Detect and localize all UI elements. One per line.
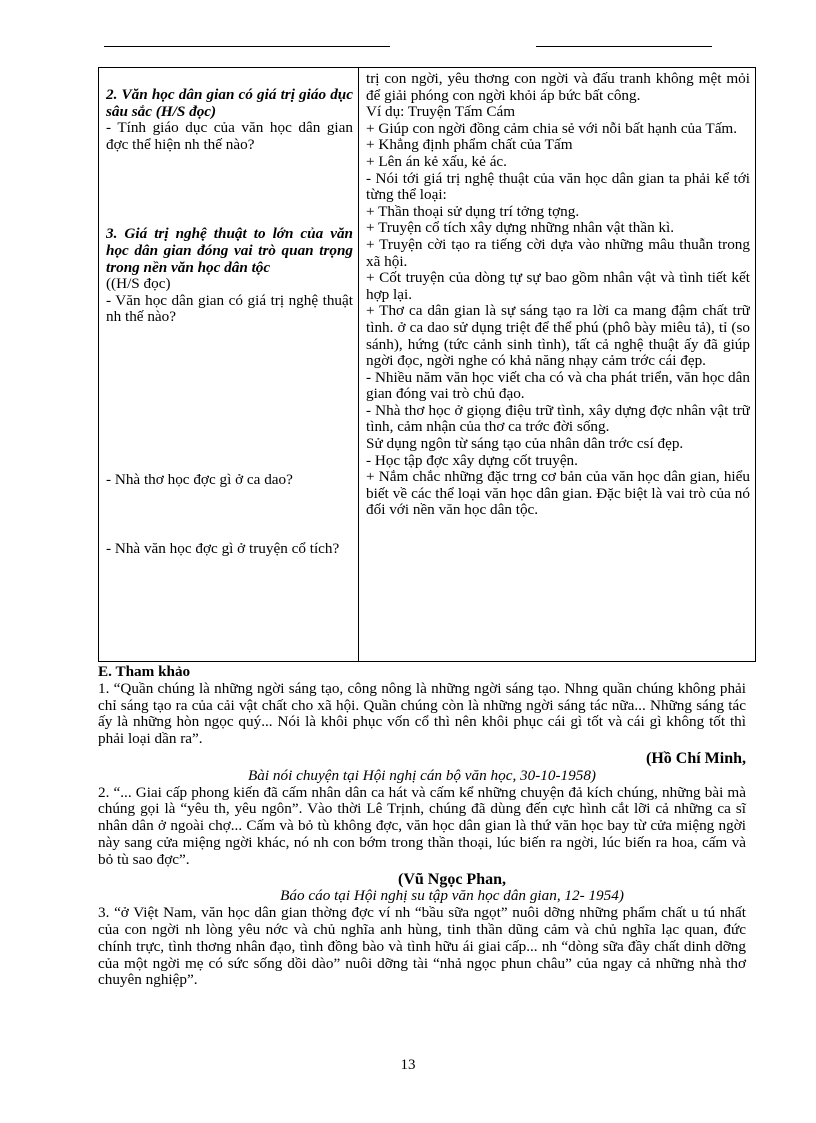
answer-line: trị con ngời, yêu thơng con ngời và đấu tranh không mệt mỏi để giải phóng con ngời khỏi áp bức bất công. [366,71,750,104]
reference-title: E. Tham khảo [98,663,191,680]
answer-line: + Lên án kẻ xấu, kẻ ác. [366,152,507,170]
answer-line: + Cốt truyện của dòng tự sự bao gồm nhân vật và tình tiết kết hợp lại. [366,269,750,303]
writer-question: - Nhà văn học đợc gì ở truyện cổ tích? [106,539,340,557]
answer-line: + Truyện cời tạo ra tiếng cời dựa vào những mâu thuẫn trong xã hội. [366,235,750,270]
header-rule-right [536,46,712,47]
page-number: 13 [400,1057,416,1073]
answer-line: - Nhà thơ học ở giọng điệu trữ tình, xây dựng đợc nhân vật trữ tình, cảm nhận của thơ ca trớc đời sống. [366,401,750,436]
quote-1: 1. “Quần chúng là những ngời sáng tạo, công nông là những ngời sáng tạo. Nhng quần chúng không phải chỉ sáng tạo ra của cải vật chất cho xã hội. Quần chúng còn là những ngời sáng tác nữa... Những sáng tác ấy là những hòn ngọc quý... Nói là khôi phục vốn cổ thì nên khôi phục cái gì tốt và cái gì không tốt thì phải loại dần ra”. [98,679,746,748]
poet-question: - Nhà thơ học đợc gì ở ca dao? [106,470,293,488]
lesson-table [98,67,756,662]
quote-2: 2. “... Giai cấp phong kiến đã cấm nhân dân ca hát và cấm kể những chuyện đả kích chúng, những bài mà chúng gọi là “yêu th, yêu ngôn”. Vào thời Lê Trịnh, chúng đã dùng đến cực hình cắt lỡi cả những ca sĩ nhân dân ở ngoài chợ... Cấm và bỏ tù không đợc, văn học dân gian là thứ văn học bay từ cửa miệng ngời này sang cửa miệng ngời khác, nó nh con bớm trong thần thoại, lúc biến ra ngời, lúc biến ra hoa, cấm và bỏ tù sao đợc”. [98,783,746,868]
answer-line: - Học tập đợc xây dựng cốt truyện. [366,451,578,469]
quote-1-source: Bài nói chuyện tại Hội nghị cán bộ văn học, 30-10-1958) [248,766,596,784]
answer-line: + Khẳng định phẩm chất của Tấm [366,136,573,154]
reference-section [98,664,746,989]
answer-line: Ví dụ: Truyện Tấm Cám [366,103,516,121]
answer-line: Sử dụng ngôn từ sáng tạo của nhân dân trớc csí đẹp. [366,435,684,453]
quote-1-author: (Hồ Chí Minh, [645,749,746,767]
answer-line: + Thơ ca dân gian là sự sáng tạo ra lời ca mang đậm chất trữ tình. ở ca dao sử dụng triệt để thể phú (phô bày miêu tả), tỉ (so sánh), hứng (tức cảnh sinh tình), tất cả nghệ thuật ấy đã giúp ngời đọc, ngời nghe có khả năng nhạy cảm trớc cái đẹp. [366,302,750,370]
quote-2-author: (Vũ Ngọc Phan, [397,870,506,888]
answer-line: + Giúp con ngời đồng cảm chia sẻ với nỗi bất hạnh của Tấm. [366,119,738,137]
section-2-question: - Tính giáo dục của văn học dân gian đợc thể hiện nh thế nào? [106,119,353,153]
answer-line: - Nhiều năm văn học viết cha có và cha phát triển, văn học dân gian đóng vai trò chủ đạo. [366,368,750,403]
answer-line: - Nói tới giá trị nghệ thuật của văn học dân gian ta phải kể tới từng thể loại: [366,169,750,204]
quote-3: 3. “ở Việt Nam, văn học dân gian thờng đợc ví nh “bầu sữa ngọt” nuôi dỡng những phẩm chất u tú nhất của con ngời nh lòng yêu nớc và chủ nghĩa anh hùng, tinh thần dũng cảm và chủ nghĩa lạc quan, đức chính trực, tình thơng nhân đạo, tình đồng bào và tình hữu ái giai cấp... nh “dòng sữa đầy chất dinh dỡng của một ngời mẹ có sức sống dồi dào” nuôi dỡng tài “nhả ngọc phun châu” của ngay cả những nhà thơ chuyên nghiệp”. [98,904,746,989]
section-3-note: ((H/S đọc) [106,275,171,293]
section-2-title: 2. Văn học dân gian có giá trị giáo dục sâu sắc (H/S đọc) [106,86,353,120]
section-3-title: 3. Giá trị nghệ thuật to lớn của văn học dân gian đóng vai trò quan trọng trong nền văn học dân tộc [106,225,353,276]
header-rule-left [104,46,390,47]
question-column [99,68,359,662]
quote-2-source: Báo cáo tại Hội nghị su tập văn học dân gian, 12- 1954) [280,887,624,905]
answer-column [359,68,756,662]
answer-line: + Nắm chắc những đặc trng cơ bản của văn học dân gian, hiểu biết về các thể loại văn học dân gian. Đặc biệt là vai trò của nó đối với nền văn học dân tộc. [366,468,750,519]
answer-line: + Truyện cổ tích xây dựng những nhân vật thần kì. [366,219,675,237]
answer-line: + Thần thoại sử dụng trí tởng tợng. [366,202,580,220]
section-3-question: - Văn học dân gian có giá trị nghệ thuật nh thế nào? [106,291,353,326]
